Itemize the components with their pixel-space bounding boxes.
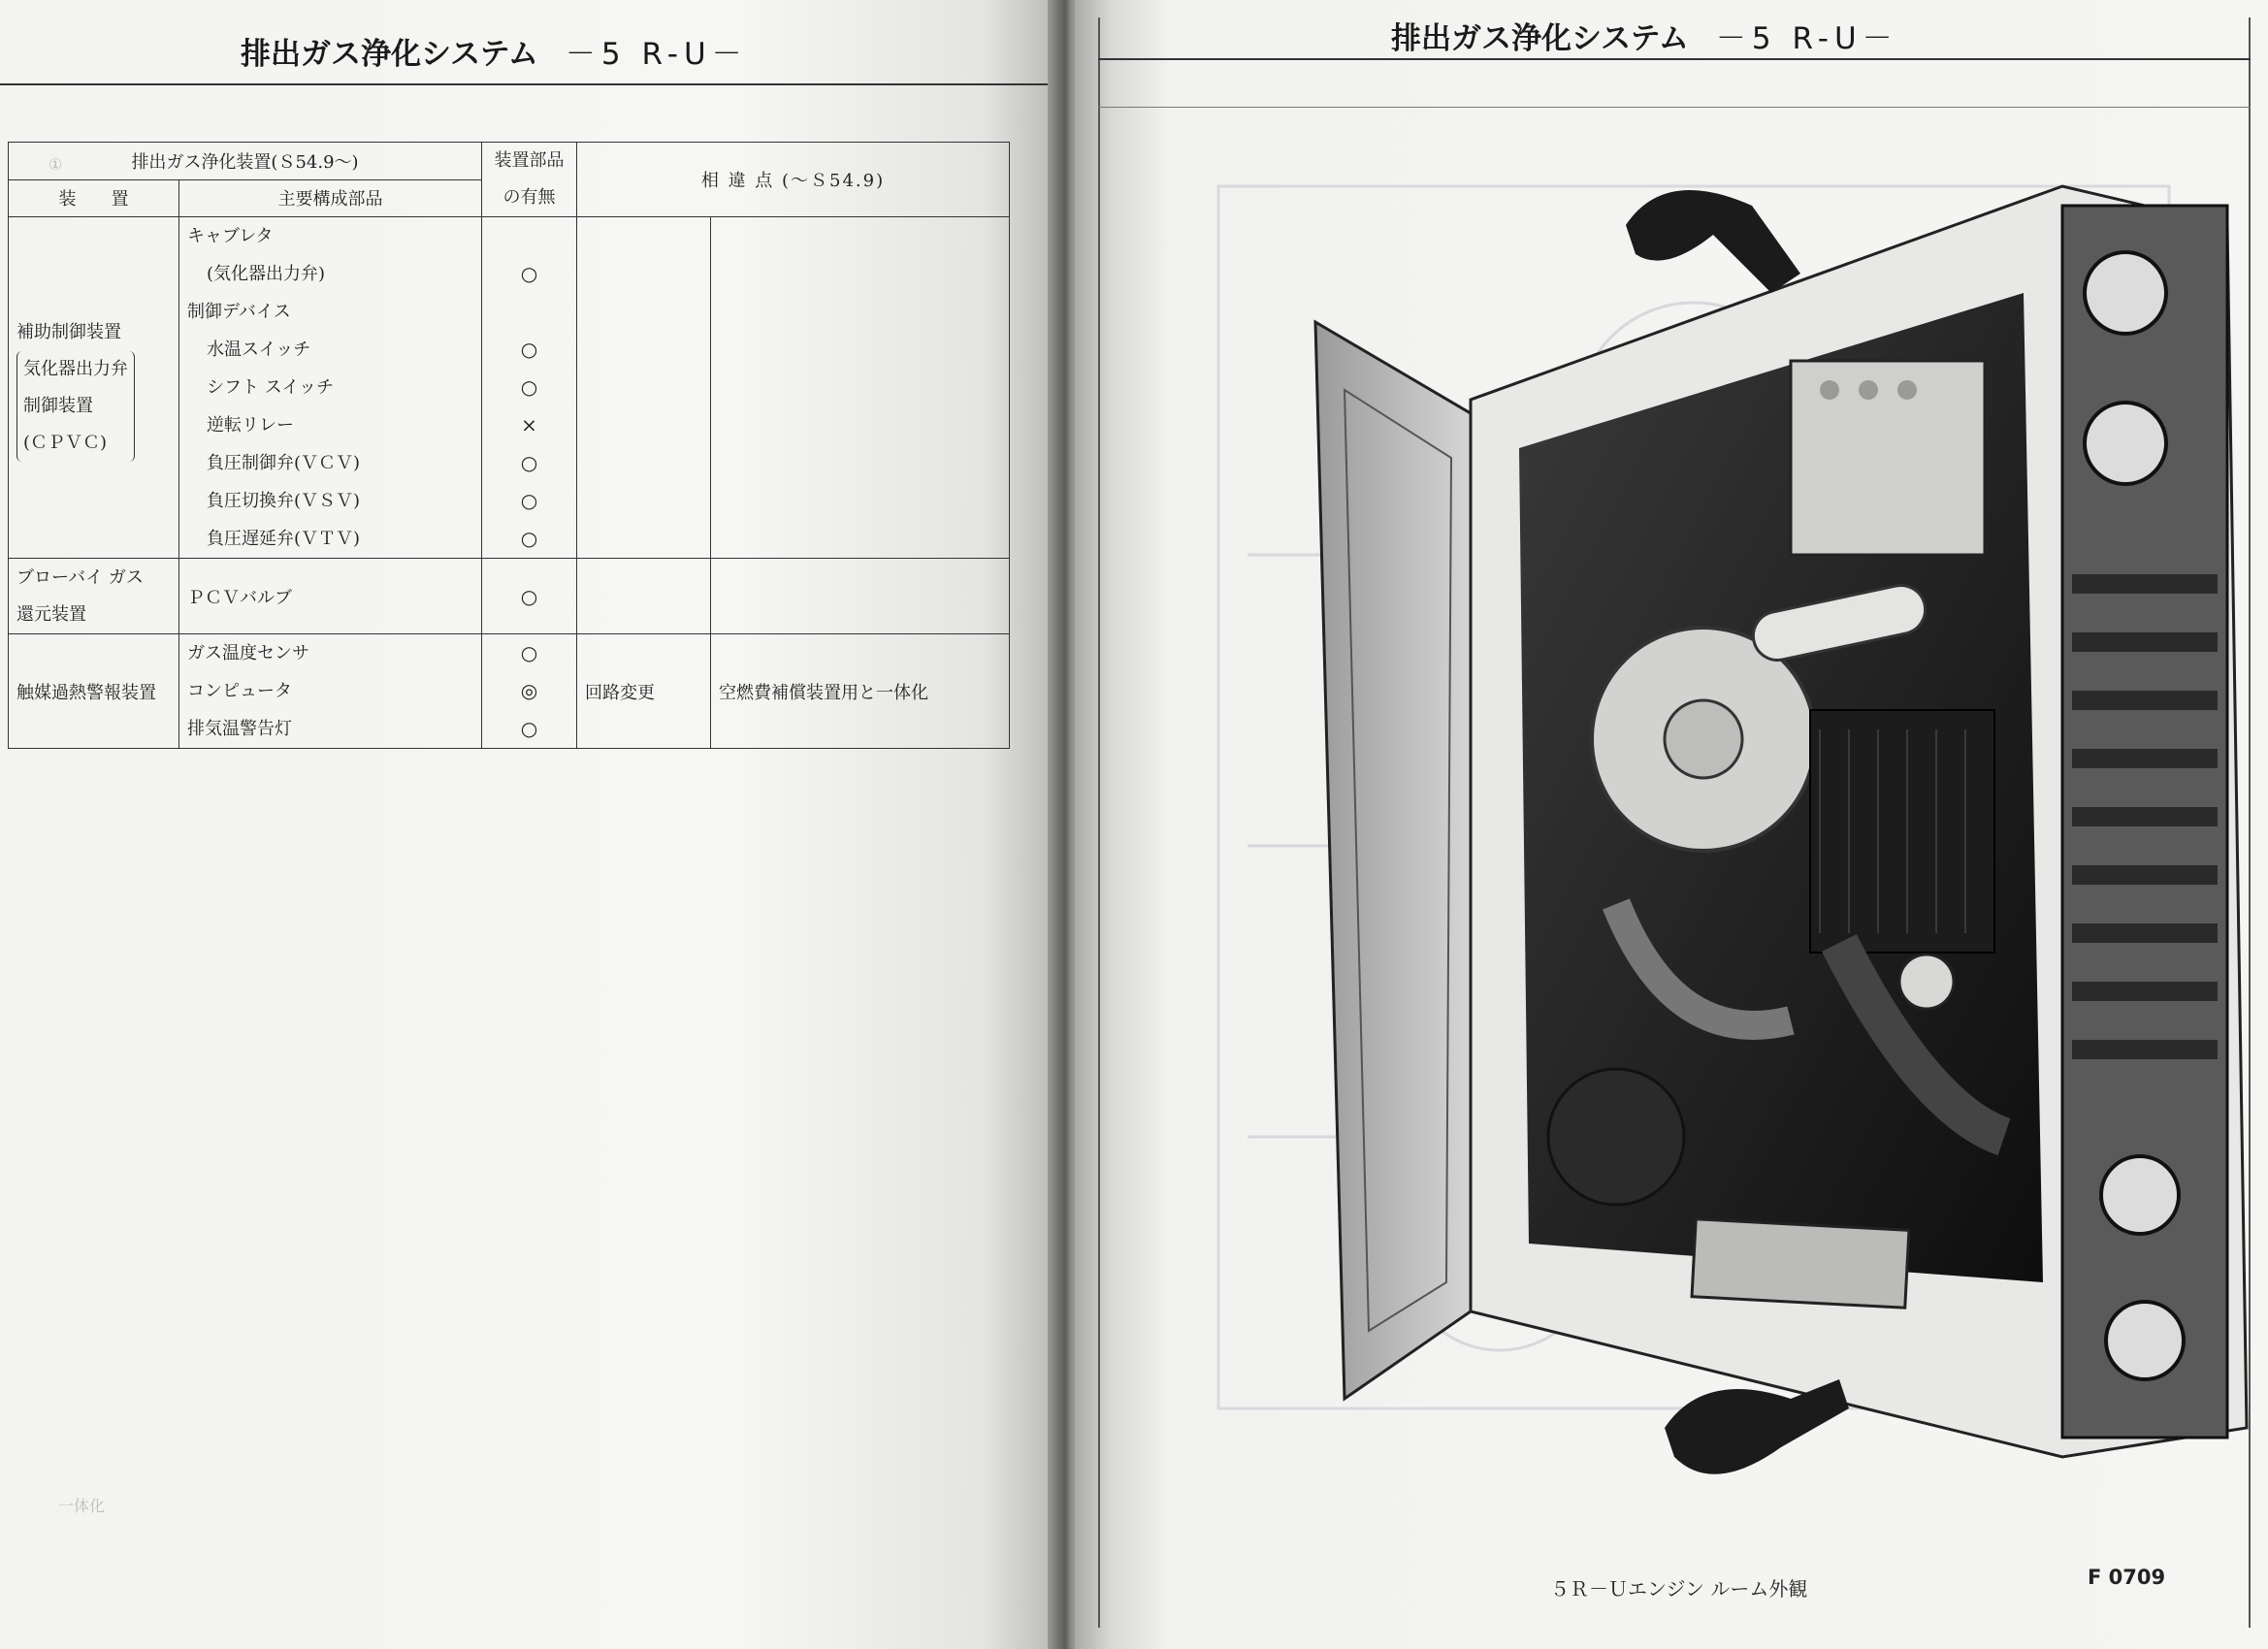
presence-cell [482, 217, 577, 559]
device-subsystem-bracket [16, 351, 135, 462]
left-page [0, 0, 1057, 1649]
presence-mark: ○ [482, 559, 577, 634]
component-item: 負圧制御弁(ＶＣＶ) [207, 453, 361, 473]
device-name: 還元装置 [16, 603, 86, 625]
presence-mark: ○ [520, 262, 538, 285]
presence-mark: ○ [520, 527, 538, 550]
device-cell [9, 217, 179, 559]
component-item: コンピュータ [187, 681, 292, 701]
presence-mark: ○ [520, 451, 538, 474]
table-row [9, 217, 1010, 559]
presence-mark [490, 293, 568, 331]
component-item: ＰＣＶバルブ [179, 559, 482, 634]
presence-mark: ○ [520, 375, 538, 399]
left-page-title: 排出ガス浄化システム [241, 37, 538, 72]
component-item: 排気温警告灯 [187, 719, 292, 739]
component-item: (気化器出力弁) [207, 264, 326, 284]
component-item: ガス温度センサ [187, 643, 309, 663]
diff-detail: 空燃費補償装置用と一体化 [711, 634, 1010, 749]
col-presence-line-2: の有無 [502, 187, 556, 208]
component-item: シフト スイッチ [207, 377, 335, 398]
diff-detail-cell [711, 217, 1010, 559]
right-subheader-rule [1098, 107, 2251, 108]
presence-cell [482, 634, 577, 749]
right-page [1075, 0, 2268, 1649]
left-page-header [241, 29, 748, 73]
diff-detail-cell [711, 559, 1010, 634]
presence-mark [490, 217, 568, 255]
component-item: 水温スイッチ [207, 340, 311, 360]
presence-mark: ○ [520, 489, 538, 512]
right-page-title: 排出ガス浄化システム [1391, 21, 1689, 56]
table-row [9, 634, 1010, 749]
presence-mark: ○ [520, 717, 538, 740]
device-subsystem-line: (ＣＰＶＣ) [23, 432, 108, 453]
showthrough-mark: 一体化 [58, 1497, 106, 1515]
table-row [9, 559, 1010, 634]
component-item: 制御デバイス [187, 302, 291, 322]
col-components-header: 主要構成部品 [179, 179, 482, 217]
col-group-header: 排出ガス浄化装置(Ｓ54.9～) [9, 143, 482, 180]
presence-mark: ○ [520, 641, 538, 664]
device-subsystem-line: 制御装置 [23, 395, 93, 416]
col-presence-header [482, 143, 577, 217]
component-item: 逆転リレー [207, 415, 294, 436]
left-model-code: －5 R-U－ [565, 37, 748, 72]
component-item: 負圧切換弁(ＶＳＶ) [207, 491, 361, 511]
components-cell [179, 634, 482, 749]
engine-room-illustration [1209, 167, 2256, 1505]
emission-components-table [8, 142, 1010, 749]
component-item: キャブレタ [187, 226, 274, 246]
presence-mark: × [521, 413, 537, 436]
showthrough-mark: ① [49, 155, 63, 174]
col-device-header: 装 置 [9, 179, 179, 217]
col-differences-header: 相 違 点 (～Ｓ54.9) [577, 143, 1010, 217]
diff-item: 回路変更 [577, 634, 711, 749]
presence-mark: ○ [520, 338, 538, 361]
figure-caption: ５Ｒ－Ｕエンジン ルーム外観 [1550, 1577, 1808, 1600]
component-item: 負圧遅延弁(ＶＴＶ) [207, 529, 361, 549]
presence-mark: ◎ [520, 679, 538, 702]
device-name: ブローバイ ガス [16, 566, 144, 588]
device-name: 触媒過熱警報装置 [9, 634, 179, 749]
device-cell [9, 559, 179, 634]
right-header-rule [1098, 58, 2251, 60]
engine-room-photo [1209, 167, 2256, 1509]
right-model-code: －5 R-U－ [1715, 21, 1898, 56]
diff-item-cell [577, 559, 711, 634]
components-cell [179, 217, 482, 559]
device-subsystem-line: 気化器出力弁 [23, 358, 128, 379]
left-header-rule [0, 83, 1048, 85]
col-presence-line-1: 装置部品 [494, 150, 565, 171]
diff-item-cell [577, 217, 711, 559]
device-name: 補助制御装置 [16, 321, 121, 342]
right-page-header [1391, 14, 1898, 57]
figure-number: F 0709 [2088, 1566, 2166, 1589]
